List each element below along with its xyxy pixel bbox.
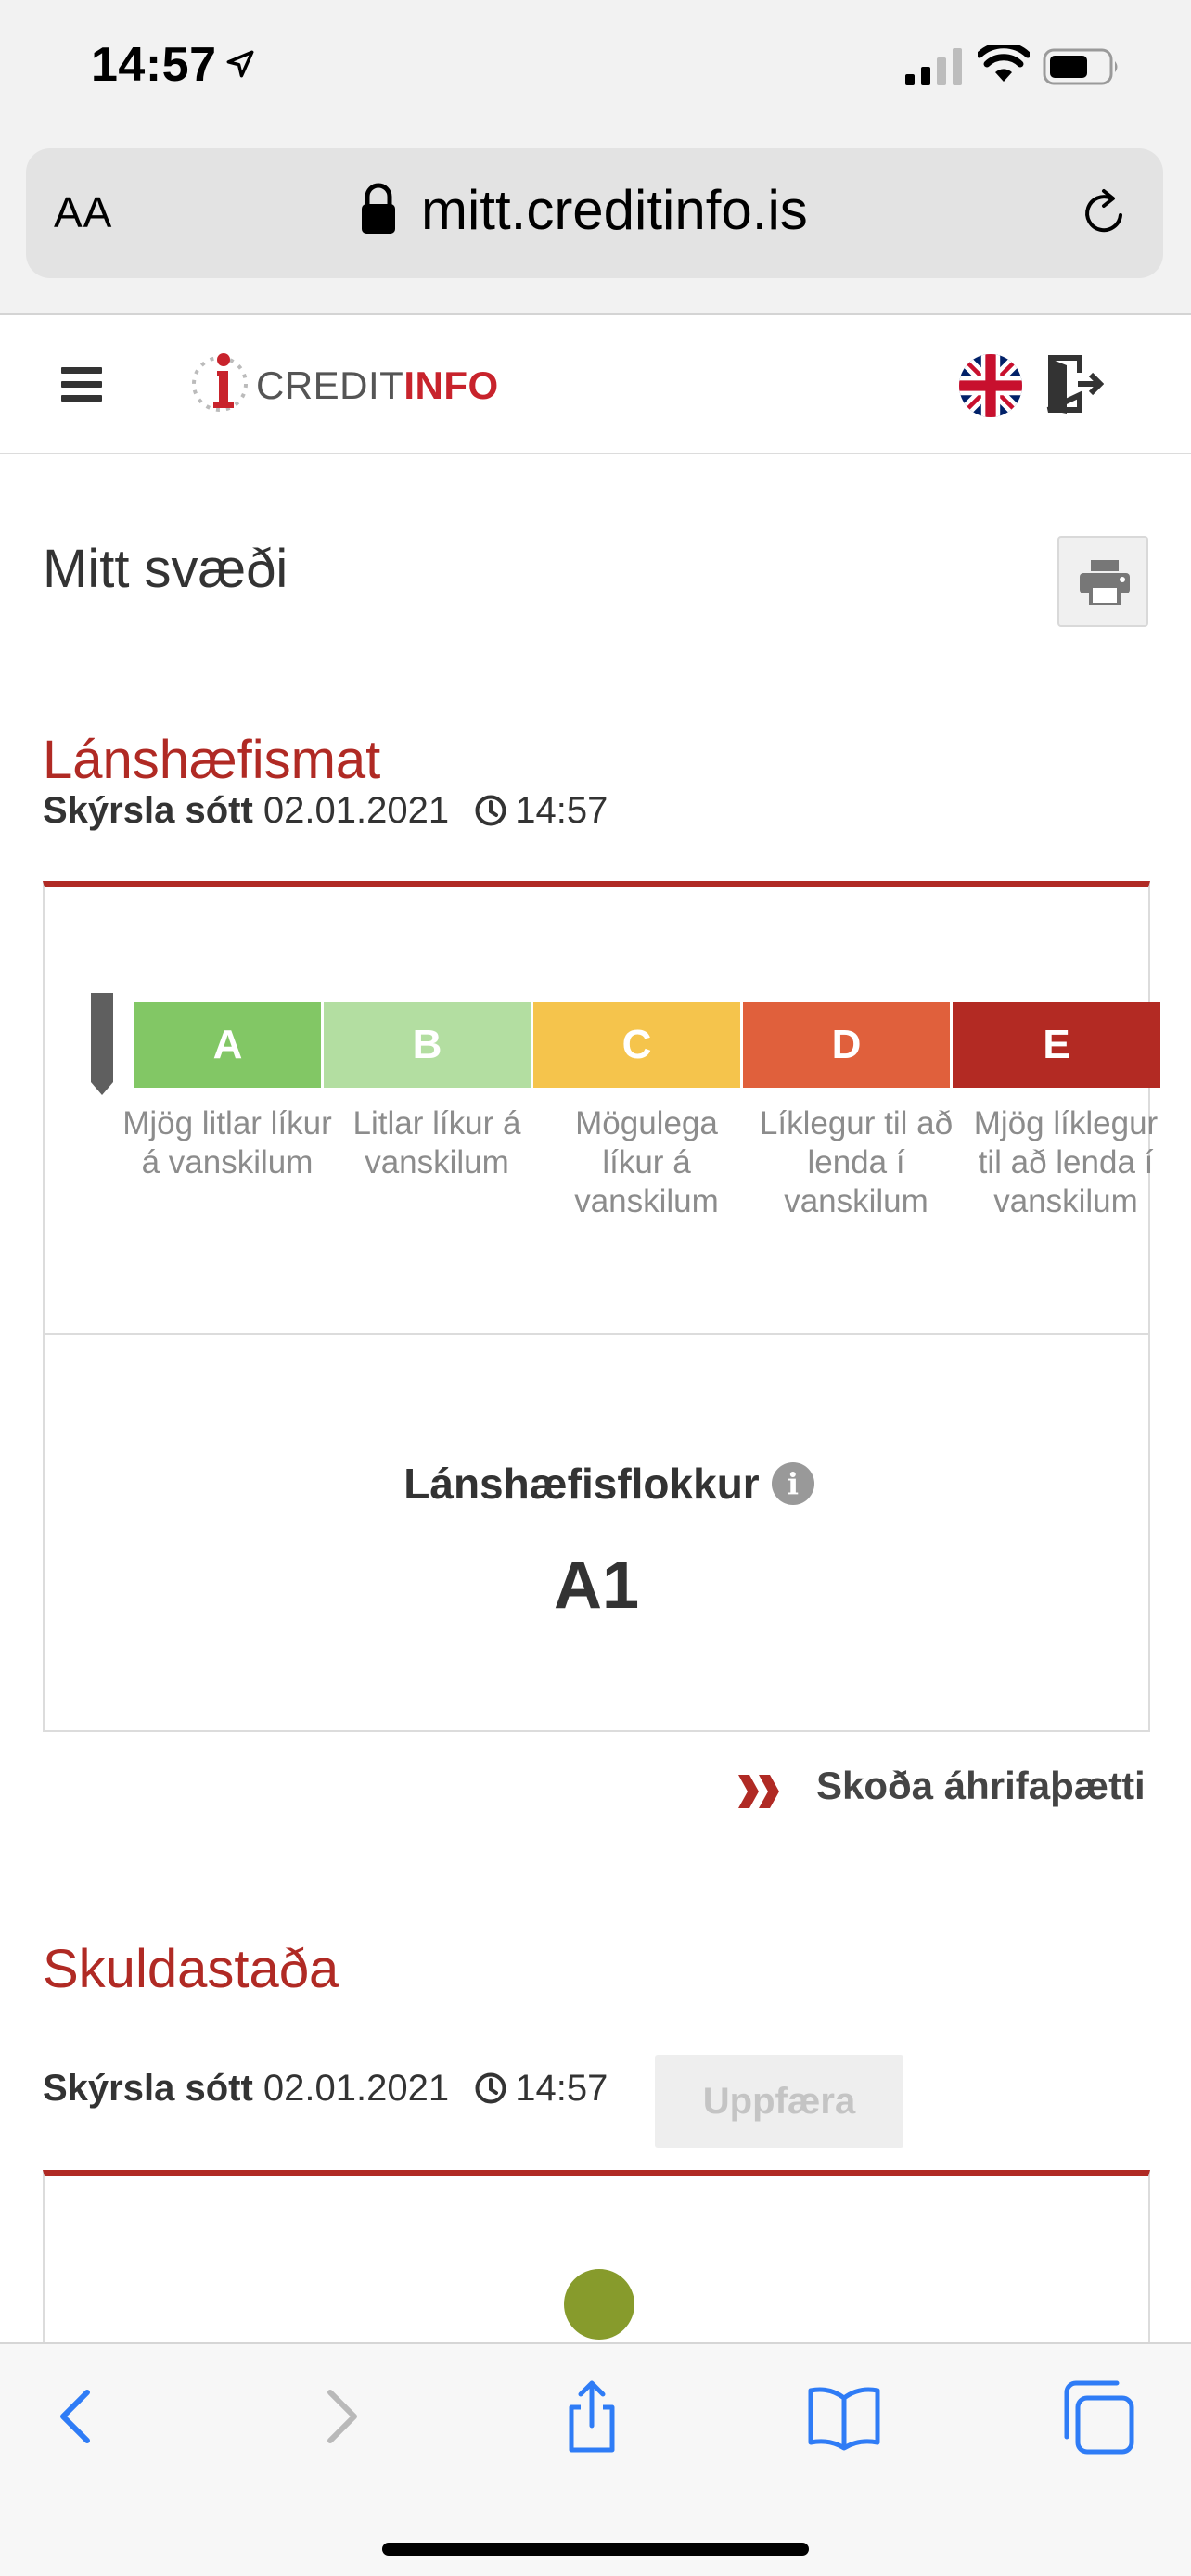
scale-segment-b: B [324, 1002, 531, 1088]
score-marker-icon [91, 993, 113, 1095]
credit-class-heading [45, 1459, 1148, 1509]
status-time: 14:57 [91, 38, 217, 92]
report-time: 14:57 [515, 790, 608, 831]
clock-icon [474, 794, 507, 827]
double-chevron-right-icon [738, 1775, 781, 1808]
panel-divider [45, 1333, 1148, 1335]
report-label: Skýrsla sótt [43, 790, 253, 831]
lock-icon [360, 182, 397, 236]
back-icon[interactable] [41, 2378, 119, 2455]
view-factors-label: Skoða áhrifaþætti [816, 1764, 1146, 1807]
scale-segment-e: E [953, 1002, 1160, 1088]
report-date: 02.01.2021 [263, 790, 450, 831]
credit-class-label: Lánshæfisflokkur [403, 1460, 760, 1508]
debt-report-date: 02.01.2021 [263, 2068, 450, 2109]
info-icon[interactable]: i [772, 1462, 814, 1505]
url-text: mitt.creditinfo.is [421, 179, 808, 241]
update-button[interactable]: Uppfæra [655, 2055, 903, 2148]
share-icon[interactable] [553, 2378, 631, 2455]
debt-report-label: Skýrsla sótt [43, 2068, 253, 2109]
text-size-label: AA [54, 188, 113, 236]
tabs-icon[interactable] [1059, 2378, 1137, 2455]
logo-mark-icon [189, 347, 250, 421]
scale-segment-c: C [533, 1002, 740, 1088]
debt-report-info [43, 2068, 608, 2110]
browser-toolbar [0, 2342, 1191, 2576]
menu-icon[interactable] [61, 367, 102, 402]
credit-report-info [43, 790, 608, 832]
location-arrow-icon [224, 48, 256, 80]
bookmarks-icon[interactable] [805, 2378, 883, 2455]
creditinfo-logo[interactable] [189, 347, 499, 421]
credit-class-value: A1 [553, 1549, 640, 1623]
credit-rating-title: Lánshæfismat [43, 730, 381, 790]
home-indicator [382, 2543, 809, 2556]
address-bar[interactable] [26, 148, 1163, 278]
text-size-button[interactable] [54, 187, 112, 237]
battery-icon [1043, 48, 1121, 85]
status-bar [0, 0, 1191, 130]
wifi-icon [978, 45, 1030, 83]
debt-status-title: Skuldastaða [43, 1939, 339, 1999]
browser-address-area [0, 130, 1191, 315]
logout-icon[interactable] [1046, 354, 1104, 414]
reload-icon[interactable] [1078, 187, 1130, 239]
scale-segment-d: D [743, 1002, 950, 1088]
debt-status-indicator [564, 2269, 634, 2340]
clock-icon [474, 2072, 507, 2105]
scale-label-a: Mjög litlar líkur á vanskilum [122, 1105, 332, 1180]
print-button[interactable] [1057, 536, 1148, 627]
scale-label-e: Mjög líklegur til að lenda í vanskilum [973, 1105, 1159, 1219]
logo-text-light: CREDIT [256, 363, 404, 407]
scale-label-d: Líklegur til að lenda í vanskilum [759, 1105, 954, 1219]
credit-score-panel [43, 881, 1159, 1732]
site-header [0, 315, 1191, 454]
scale-label-b: Litlar líkur á vanskilum [352, 1105, 521, 1180]
page-title: Mitt svæði [43, 539, 288, 599]
scale-label-c: Mögulega líkur á vanskilum [574, 1105, 719, 1219]
logo-text [256, 363, 499, 408]
scale-segment-a: A [134, 1002, 321, 1088]
forward-icon[interactable] [299, 2378, 377, 2455]
cellular-signal-icon [905, 48, 965, 85]
uk-flag-icon[interactable] [959, 354, 1022, 417]
printer-icon [1080, 560, 1130, 605]
debt-report-time: 14:57 [515, 2068, 608, 2109]
logo-text-bold: INFO [403, 363, 499, 407]
